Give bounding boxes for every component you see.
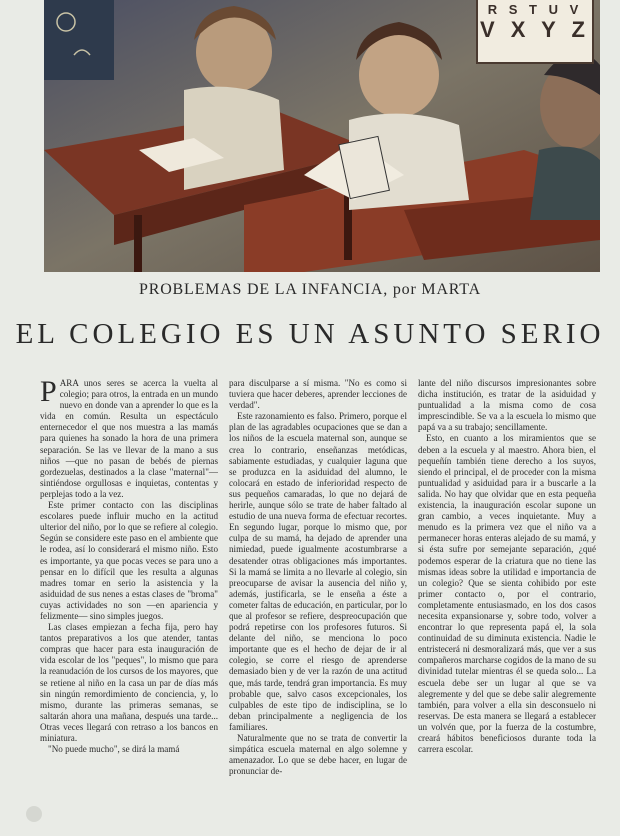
corner-stamp-icon xyxy=(26,806,42,822)
classroom-illustration xyxy=(44,0,600,272)
column-2 xyxy=(229,378,407,818)
article-title: EL COLEGIO ES UN ASUNTO SERIO xyxy=(15,318,605,350)
article-body xyxy=(40,378,596,818)
sign-line-2: V X Y Z xyxy=(479,17,590,42)
paragraph: Naturalmente que no se trata de convertir la simpática escuela maternal en algo solemne y amenazador. Lo que se debe hacer, en lugar de pronunciar de- xyxy=(229,733,407,777)
alphabet-sign xyxy=(476,0,594,64)
drop-cap: P xyxy=(40,378,57,408)
column-1 xyxy=(40,378,218,818)
sign-line-1: R S T U V xyxy=(487,2,583,17)
paragraph: para disculparse a sí misma. "No es como si tuviera que hacer deberes, aprender lecciones de verdad". xyxy=(229,378,407,411)
paragraph: lante del niño discursos impresionantes sobre dicha institución, es tratar de la asiduidad y puntualidad a la misma como de cosa imprescindible. Se va a la escuela lo mismo que papá va a su trabajo; sencillamente. xyxy=(418,378,596,433)
paragraph: Este primer contacto con las disciplinas escolares puede influir mucho en la actitud ulterior del niño, por lo que se refiere al colegio. Según se considere este paso en el ambiente que le rodea, así lo considerará el mismo niño. Esto es importante, ya que pocas veces se para uno a pensar en lo difícil que les resulta a algunas madres tomar en serio la asistencia y la asiduidad de sus nenes a estas clases de "broma" cuyas actividades no son —en apariencia y felizmente— sino simples juegos. xyxy=(40,500,218,621)
column-3 xyxy=(418,378,596,818)
paragraph: Las clases empiezan a fecha fija, pero hay tantos preparativos a los que atender, tantas compras que hacer para esta inauguración de vida escolar de los "peques", lo mismo que para la reanudación de los cursos de los mayores, que se retiene al niño en la casa un par de días más sin ningún remordimiento de conciencia, y, lo mismo, durante las primeras semanas, se saltarán ahora una mañana, después una tarde... Otras veces llegará con retraso a los bancos en miniatura. xyxy=(40,622,218,743)
section-kicker: PROBLEMAS DE LA INFANCIA, por MARTA xyxy=(139,281,481,298)
paragraph: Este razonamiento es falso. Primero, porque el plan de las agradables ocupaciones que se dan a los niños de la escuela maternal son, aunque se crea lo contrario, enseñanzas metódicas, sabiamente estudiadas, y cualquier laguna que se produzca en la asiduidad del alumno, le colocará en estado de inferioridad respecto de sus pequeños camaradas, lo que no dejará de herirle, aunque sólo se trate de haber faltado al estudio de una nueva forma de efectuar recortes. En segundo lugar, porque lo mismo que, por culpa de su mamá, ha dejado de aprender una nimiedad, puede igualmente acostumbrarse a desatender otras obligaciones más importantes. Si la mamá se limita a no llevarle al colegio, sin preocuparse de avisar la ausencia del niño y, además, justificarla, se le enseña a éste a cometer faltas de educación, en particular, por lo que al profesor se refiere, despreocupación que podrá repetirse con los profesores futuros. Si delante del niño, se menciona lo poco importante que es el hecho de dejar de ir al colegio, se corre el riesgo de aprenderse demasiado bien y de ver la razón de una actitud que, más tarde, tendrá gran importancia. Es muy probable que, salvo casos excepcionales, los culpables de este tipo de indisciplina, se lo deban principalmente a negligencia de los familiares. xyxy=(229,411,407,732)
paragraph-text: ARA unos seres se acerca la vuelta al colegio; para otros, la entrada en un mundo nuevo en donde van a aprender lo que es la vida en común. Resulta un espectáculo enternecedor el que nos muestra a las mamás para quienes ha sonado la hora de una primera separación. Se las ve llevar de la mano a sus niños —que no pasan de bebés de piernas gordezuelas, destinados a la clase "maternal"— sintiéndose orgullosas e inquietas, contentas y perplejas todo a la vez. xyxy=(40,378,218,499)
paragraph: Esto, en cuanto a los miramientos que se deben a la escuela y al maestro. Ahora bien, el pequeñín también tiene derecho a los suyos, siendo el principal, el de proceder con la misma puntualidad y asiduidad para ir a buscarle a la salida. No hay que olvidar que en esta pequeña existencia, la inauguración escolar supone un gran cambio, a veces inquietante. Muy a menudo es la primera vez que el niño va a permanecer horas enteras alejado de su mamá, y si ésta sufre por semejante separación, ¿qué podemos esperar de la criatura que no tiene las mismas ideas sobre la utilidad e importancia de un colegio? Que se sienta cohibido por este primer contacto o, por el contrario, completamente entusiasmado, en los dos casos necesita expansionarse y, sobre todo, volver a encontrar lo que representa papá el, la sola continuidad de su diminuta existencia. Nadie le entristecerá ni desmoralizará más, que ver a sus compañeros marcharse cogidos de la mano de su divinidad tutelar mientras él se queda solo... La escuela debe ser un lugar al que se va alegremente y del que se debe salir alegremente también, para volver a ella sin desconsuelo ni reservas. De esta manera se llegará a establecer un volvén que, por la fuerza de la costumbre, creará hábitos beneficiosos durante toda la carrera escolar. xyxy=(418,433,596,755)
paragraph xyxy=(40,378,218,500)
paragraph: "No puede mucho", se dirá la mamá xyxy=(48,744,180,755)
